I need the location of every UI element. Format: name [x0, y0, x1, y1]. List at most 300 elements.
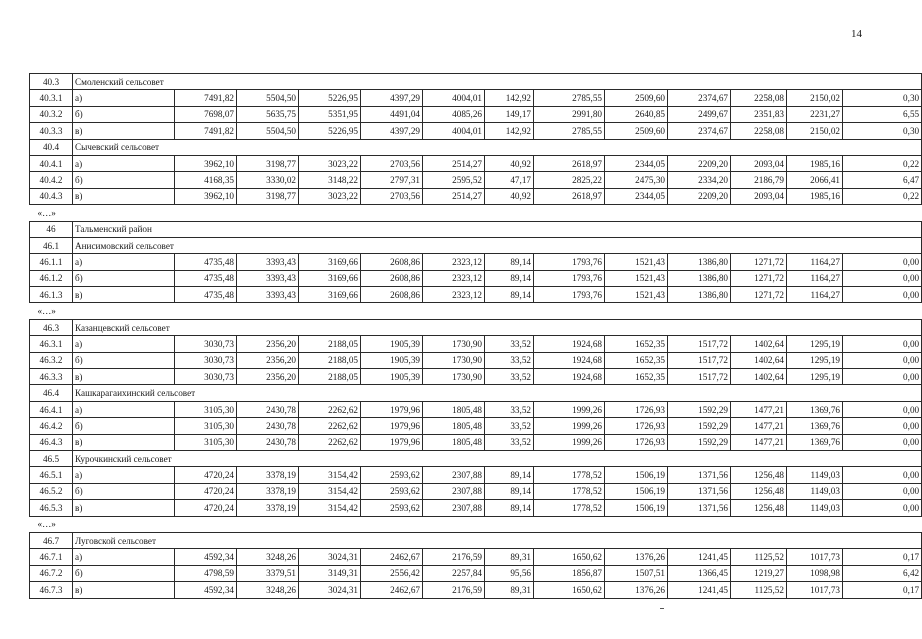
- row-label: а): [73, 549, 175, 565]
- value-cell: 0,00: [843, 369, 922, 385]
- value-cell: 0,00: [843, 270, 922, 286]
- value-cell: 1402,64: [731, 369, 787, 385]
- row-code: 46.7.3: [30, 582, 73, 598]
- value-cell: 1369,76: [787, 418, 843, 434]
- value-cell: 3023,22: [299, 188, 361, 204]
- value-cell: 1164,27: [787, 270, 843, 286]
- value-cell: 1149,03: [787, 483, 843, 499]
- row-code: 40.3.2: [30, 106, 73, 122]
- value-cell: 1985,16: [787, 188, 843, 204]
- value-cell: 1386,80: [668, 270, 731, 286]
- row-label: в): [73, 434, 175, 450]
- value-cell: 2323,12: [423, 287, 485, 303]
- value-cell: 1793,76: [534, 270, 605, 286]
- value-cell: 1271,72: [731, 254, 787, 270]
- value-cell: 1979,96: [361, 434, 423, 450]
- value-cell: 3149,31: [299, 565, 361, 581]
- value-cell: 1924,68: [534, 336, 605, 352]
- value-cell: 2209,20: [668, 188, 731, 204]
- value-cell: 3393,43: [237, 254, 299, 270]
- value-cell: 2593,62: [361, 467, 423, 483]
- value-cell: 1652,35: [605, 369, 668, 385]
- value-cell: 1730,90: [423, 336, 485, 352]
- value-cell: 0,22: [843, 155, 922, 171]
- group-title: Казанцевский сельсовет: [73, 319, 922, 335]
- row-label: б): [73, 106, 175, 122]
- value-cell: 1592,29: [668, 434, 731, 450]
- group-title: Смоленский сельсовет: [73, 74, 922, 90]
- value-cell: 1295,19: [787, 336, 843, 352]
- value-cell: 4735,48: [175, 270, 237, 286]
- table-body: [30, 74, 922, 599]
- row-label: а): [73, 90, 175, 106]
- ellipsis-row: [30, 205, 922, 221]
- row-code: 46.3.1: [30, 336, 73, 352]
- value-cell: 2307,88: [423, 500, 485, 516]
- value-cell: 1295,19: [787, 369, 843, 385]
- value-cell: 1517,72: [668, 369, 731, 385]
- value-cell: 1517,72: [668, 336, 731, 352]
- row-code: 40.4.2: [30, 172, 73, 188]
- value-cell: 33,52: [485, 352, 534, 368]
- row-label: в): [73, 287, 175, 303]
- value-cell: 2356,20: [237, 369, 299, 385]
- group-title: Анисимовский сельсовет: [73, 237, 922, 253]
- value-cell: 7491,82: [175, 123, 237, 139]
- value-cell: 1730,90: [423, 369, 485, 385]
- value-cell: 3198,77: [237, 155, 299, 171]
- row-label: б): [73, 418, 175, 434]
- value-cell: 3154,42: [299, 483, 361, 499]
- value-cell: 3154,42: [299, 467, 361, 483]
- value-cell: 3379,51: [237, 565, 299, 581]
- group-row: [30, 532, 922, 548]
- value-cell: 1477,21: [731, 401, 787, 417]
- value-cell: 2334,20: [668, 172, 731, 188]
- value-cell: 1507,51: [605, 565, 668, 581]
- value-cell: 1592,29: [668, 418, 731, 434]
- value-cell: 3105,30: [175, 434, 237, 450]
- row-label: а): [73, 254, 175, 270]
- value-cell: 2785,55: [534, 123, 605, 139]
- value-cell: 89,14: [485, 254, 534, 270]
- value-cell: 1402,64: [731, 336, 787, 352]
- row-code: 46.5.2: [30, 483, 73, 499]
- value-cell: 1999,26: [534, 434, 605, 450]
- value-cell: 1371,56: [668, 483, 731, 499]
- group-row: [30, 139, 922, 155]
- ellipsis-row: [30, 516, 922, 532]
- value-cell: 1905,39: [361, 369, 423, 385]
- row-code: 40.4: [30, 139, 73, 155]
- value-cell: 2307,88: [423, 467, 485, 483]
- value-cell: 4735,48: [175, 287, 237, 303]
- value-cell: 0,00: [843, 352, 922, 368]
- value-cell: 2356,20: [237, 336, 299, 352]
- table-row: [30, 155, 922, 171]
- value-cell: 1924,68: [534, 352, 605, 368]
- value-cell: 6,42: [843, 565, 922, 581]
- group-row: [30, 319, 922, 335]
- value-cell: 1521,43: [605, 270, 668, 286]
- value-cell: 3962,10: [175, 155, 237, 171]
- value-cell: 1366,45: [668, 565, 731, 581]
- value-cell: 1386,80: [668, 254, 731, 270]
- value-cell: 2595,52: [423, 172, 485, 188]
- value-cell: 1726,93: [605, 401, 668, 417]
- value-cell: 0,00: [843, 287, 922, 303]
- row-code: 46.5.3: [30, 500, 73, 516]
- row-code: 46.7: [30, 532, 73, 548]
- value-cell: 5635,75: [237, 106, 299, 122]
- value-cell: 2991,80: [534, 106, 605, 122]
- value-cell: 1521,43: [605, 287, 668, 303]
- value-cell: 1164,27: [787, 254, 843, 270]
- value-cell: 2262,62: [299, 418, 361, 434]
- value-cell: 2093,04: [731, 155, 787, 171]
- value-cell: 1905,39: [361, 336, 423, 352]
- value-cell: 3169,66: [299, 254, 361, 270]
- value-cell: 1098,98: [787, 565, 843, 581]
- value-cell: 1793,76: [534, 287, 605, 303]
- table-row: [30, 500, 922, 516]
- value-cell: 2231,27: [787, 106, 843, 122]
- value-cell: 4720,24: [175, 467, 237, 483]
- value-cell: 2509,60: [605, 123, 668, 139]
- table-row: [30, 434, 922, 450]
- value-cell: 2344,05: [605, 155, 668, 171]
- value-cell: 3024,31: [299, 582, 361, 598]
- row-code: 40.4.1: [30, 155, 73, 171]
- tariff-table: [29, 73, 922, 599]
- value-cell: 7491,82: [175, 90, 237, 106]
- value-cell: 1730,90: [423, 352, 485, 368]
- value-cell: 2556,42: [361, 565, 423, 581]
- value-cell: 142,92: [485, 123, 534, 139]
- value-cell: 1402,64: [731, 352, 787, 368]
- value-cell: 1979,96: [361, 401, 423, 417]
- row-code: 46.1: [30, 237, 73, 253]
- row-label: в): [73, 188, 175, 204]
- value-cell: 6,47: [843, 172, 922, 188]
- value-cell: 5351,95: [299, 106, 361, 122]
- value-cell: 1506,19: [605, 467, 668, 483]
- value-cell: 2258,08: [731, 123, 787, 139]
- value-cell: 3962,10: [175, 188, 237, 204]
- value-cell: 2593,62: [361, 483, 423, 499]
- value-cell: 3148,22: [299, 172, 361, 188]
- value-cell: 3330,02: [237, 172, 299, 188]
- table-row: [30, 483, 922, 499]
- value-cell: 0,00: [843, 401, 922, 417]
- value-cell: 33,52: [485, 434, 534, 450]
- value-cell: 2514,27: [423, 188, 485, 204]
- value-cell: 3378,19: [237, 500, 299, 516]
- value-cell: 33,52: [485, 336, 534, 352]
- value-cell: 4397,29: [361, 90, 423, 106]
- value-cell: 1778,52: [534, 500, 605, 516]
- value-cell: 3105,30: [175, 401, 237, 417]
- value-cell: 2608,86: [361, 270, 423, 286]
- row-code: 46.4.1: [30, 401, 73, 417]
- value-cell: 89,14: [485, 270, 534, 286]
- value-cell: 1652,35: [605, 352, 668, 368]
- row-label: б): [73, 172, 175, 188]
- value-cell: 1805,48: [423, 401, 485, 417]
- row-label: а): [73, 155, 175, 171]
- row-code: 46.5: [30, 450, 73, 466]
- row-code: 40.3: [30, 74, 73, 90]
- page-number: 14: [851, 28, 862, 40]
- value-cell: 0,00: [843, 500, 922, 516]
- value-cell: 2176,59: [423, 582, 485, 598]
- value-cell: 1295,19: [787, 352, 843, 368]
- value-cell: 4720,24: [175, 500, 237, 516]
- value-cell: 1979,96: [361, 418, 423, 434]
- value-cell: 2150,02: [787, 90, 843, 106]
- value-cell: 0,30: [843, 90, 922, 106]
- ellipsis-text: «…»: [37, 207, 56, 218]
- value-cell: 2462,67: [361, 549, 423, 565]
- value-cell: 1164,27: [787, 287, 843, 303]
- value-cell: 1924,68: [534, 369, 605, 385]
- value-cell: 1517,72: [668, 352, 731, 368]
- row-code: 46.7.2: [30, 565, 73, 581]
- value-cell: 3154,42: [299, 500, 361, 516]
- group-title: Луговской сельсовет: [73, 532, 922, 548]
- value-cell: 2462,67: [361, 582, 423, 598]
- value-cell: 2356,20: [237, 352, 299, 368]
- group-title: Сычевский сельсовет: [73, 139, 922, 155]
- value-cell: 2374,67: [668, 90, 731, 106]
- ellipsis-text: «…»: [37, 519, 56, 530]
- value-cell: 89,31: [485, 582, 534, 598]
- value-cell: 3248,26: [237, 549, 299, 565]
- value-cell: 1369,76: [787, 434, 843, 450]
- value-cell: 3248,26: [237, 582, 299, 598]
- value-cell: 2703,56: [361, 188, 423, 204]
- value-cell: 1256,48: [731, 500, 787, 516]
- value-cell: 2323,12: [423, 254, 485, 270]
- value-cell: 1650,62: [534, 582, 605, 598]
- value-cell: 1652,35: [605, 336, 668, 352]
- value-cell: 89,14: [485, 483, 534, 499]
- group-title: Курочкинский сельсовет: [73, 450, 922, 466]
- value-cell: 1386,80: [668, 287, 731, 303]
- row-label: в): [73, 500, 175, 516]
- table-row: [30, 123, 922, 139]
- value-cell: 2188,05: [299, 336, 361, 352]
- row-code: 46.3.3: [30, 369, 73, 385]
- value-cell: 4592,34: [175, 549, 237, 565]
- value-cell: 1999,26: [534, 418, 605, 434]
- value-cell: 2785,55: [534, 90, 605, 106]
- row-label: а): [73, 467, 175, 483]
- value-cell: 2608,86: [361, 287, 423, 303]
- value-cell: 2351,83: [731, 106, 787, 122]
- value-cell: 1017,73: [787, 549, 843, 565]
- row-code: 46.3.2: [30, 352, 73, 368]
- value-cell: 3030,73: [175, 352, 237, 368]
- value-cell: 5504,50: [237, 90, 299, 106]
- value-cell: 3378,19: [237, 483, 299, 499]
- value-cell: 2499,67: [668, 106, 731, 122]
- value-cell: 1592,29: [668, 401, 731, 417]
- group-row: [30, 450, 922, 466]
- group-title: Тальменский район: [73, 221, 922, 237]
- value-cell: 1778,52: [534, 467, 605, 483]
- group-row: [30, 74, 922, 90]
- row-label: б): [73, 565, 175, 581]
- table-row: [30, 369, 922, 385]
- value-cell: 1271,72: [731, 287, 787, 303]
- value-cell: 1371,56: [668, 467, 731, 483]
- value-cell: 89,14: [485, 287, 534, 303]
- value-cell: 1149,03: [787, 500, 843, 516]
- value-cell: 1149,03: [787, 467, 843, 483]
- value-cell: 1125,52: [731, 549, 787, 565]
- value-cell: 2344,05: [605, 188, 668, 204]
- value-cell: 1477,21: [731, 434, 787, 450]
- value-cell: 1793,76: [534, 254, 605, 270]
- value-cell: 0,22: [843, 188, 922, 204]
- value-cell: 0,00: [843, 336, 922, 352]
- table-row: [30, 90, 922, 106]
- table-row: [30, 352, 922, 368]
- row-code: 40.4.3: [30, 188, 73, 204]
- value-cell: 33,52: [485, 369, 534, 385]
- value-cell: 1805,48: [423, 434, 485, 450]
- value-cell: 1650,62: [534, 549, 605, 565]
- scan-mark: [660, 608, 664, 609]
- value-cell: 2475,30: [605, 172, 668, 188]
- value-cell: 2640,85: [605, 106, 668, 122]
- row-label: в): [73, 369, 175, 385]
- value-cell: 1506,19: [605, 483, 668, 499]
- value-cell: 40,92: [485, 155, 534, 171]
- value-cell: 1371,56: [668, 500, 731, 516]
- value-cell: 0,17: [843, 582, 922, 598]
- value-cell: 1726,93: [605, 418, 668, 434]
- value-cell: 4085,26: [423, 106, 485, 122]
- value-cell: 2509,60: [605, 90, 668, 106]
- table-row: [30, 287, 922, 303]
- table-row: [30, 336, 922, 352]
- value-cell: 2825,22: [534, 172, 605, 188]
- ellipsis-row: [30, 303, 922, 319]
- value-cell: 1256,48: [731, 467, 787, 483]
- value-cell: 2323,12: [423, 270, 485, 286]
- value-cell: 1369,76: [787, 401, 843, 417]
- row-code: 40.3.1: [30, 90, 73, 106]
- value-cell: 3393,43: [237, 287, 299, 303]
- value-cell: 2066,41: [787, 172, 843, 188]
- table-row: [30, 270, 922, 286]
- row-code: 46.1.1: [30, 254, 73, 270]
- value-cell: 2262,62: [299, 401, 361, 417]
- value-cell: 1477,21: [731, 418, 787, 434]
- row-code: 46.7.1: [30, 549, 73, 565]
- value-cell: 89,31: [485, 549, 534, 565]
- table-row: [30, 418, 922, 434]
- value-cell: 47,17: [485, 172, 534, 188]
- value-cell: 1219,27: [731, 565, 787, 581]
- value-cell: 0,17: [843, 549, 922, 565]
- value-cell: 4168,35: [175, 172, 237, 188]
- value-cell: 2374,67: [668, 123, 731, 139]
- value-cell: 2430,78: [237, 418, 299, 434]
- row-code: 46.1.3: [30, 287, 73, 303]
- value-cell: 149,17: [485, 106, 534, 122]
- value-cell: 3030,73: [175, 336, 237, 352]
- value-cell: 3023,22: [299, 155, 361, 171]
- value-cell: 4720,24: [175, 483, 237, 499]
- value-cell: 2257,84: [423, 565, 485, 581]
- value-cell: 6,55: [843, 106, 922, 122]
- value-cell: 7698,07: [175, 106, 237, 122]
- value-cell: 3169,66: [299, 287, 361, 303]
- value-cell: 4735,48: [175, 254, 237, 270]
- row-label: а): [73, 336, 175, 352]
- value-cell: 89,14: [485, 467, 534, 483]
- value-cell: 3030,73: [175, 369, 237, 385]
- value-cell: 2188,05: [299, 352, 361, 368]
- row-label: а): [73, 401, 175, 417]
- value-cell: 1125,52: [731, 582, 787, 598]
- value-cell: 3198,77: [237, 188, 299, 204]
- value-cell: 3169,66: [299, 270, 361, 286]
- value-cell: 4397,29: [361, 123, 423, 139]
- value-cell: 2186,79: [731, 172, 787, 188]
- value-cell: 1376,26: [605, 549, 668, 565]
- value-cell: 2593,62: [361, 500, 423, 516]
- group-row: [30, 221, 922, 237]
- row-code: 40.3.3: [30, 123, 73, 139]
- value-cell: 1805,48: [423, 418, 485, 434]
- value-cell: 5226,95: [299, 90, 361, 106]
- row-label: б): [73, 270, 175, 286]
- table-row: [30, 254, 922, 270]
- table-row: [30, 467, 922, 483]
- row-label: в): [73, 123, 175, 139]
- row-label: б): [73, 352, 175, 368]
- value-cell: 3105,30: [175, 418, 237, 434]
- value-cell: 3024,31: [299, 549, 361, 565]
- value-cell: 2258,08: [731, 90, 787, 106]
- row-label: б): [73, 483, 175, 499]
- value-cell: 1985,16: [787, 155, 843, 171]
- group-title: Кашкарагаихинский сельсовет: [73, 385, 922, 401]
- value-cell: 2608,86: [361, 254, 423, 270]
- value-cell: 3393,43: [237, 270, 299, 286]
- value-cell: 4798,59: [175, 565, 237, 581]
- value-cell: 1999,26: [534, 401, 605, 417]
- value-cell: 2430,78: [237, 401, 299, 417]
- group-row: [30, 385, 922, 401]
- row-code: 46.5.1: [30, 467, 73, 483]
- value-cell: 1241,45: [668, 582, 731, 598]
- table-row: [30, 106, 922, 122]
- value-cell: 1521,43: [605, 254, 668, 270]
- value-cell: 1017,73: [787, 582, 843, 598]
- table-row: [30, 188, 922, 204]
- value-cell: 142,92: [485, 90, 534, 106]
- value-cell: 0,00: [843, 434, 922, 450]
- table-row: [30, 172, 922, 188]
- group-row: [30, 237, 922, 253]
- value-cell: 4004,01: [423, 90, 485, 106]
- value-cell: 5504,50: [237, 123, 299, 139]
